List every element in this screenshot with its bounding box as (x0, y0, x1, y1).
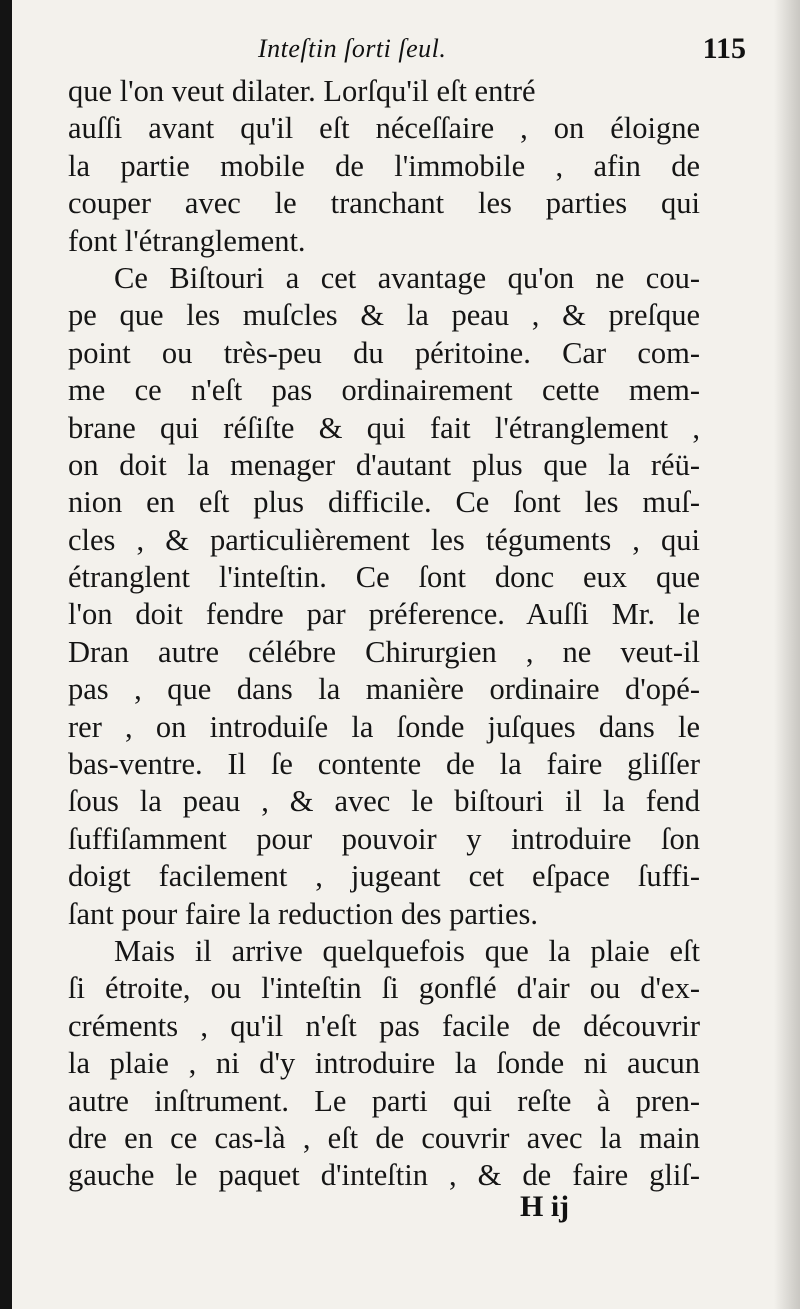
page-gutter-shadow (0, 0, 12, 1309)
text-line: bas-ventre. Il ſe contente de la faire gliſſer (68, 747, 700, 782)
text-line: Dran autre célébre Chirurgien , ne veut-il (68, 634, 700, 669)
text-line: Mais il arrive quelquefois que la plaie eſt (114, 933, 700, 968)
text-line: brane qui réſiſte & qui fait l'étranglement , (68, 410, 700, 445)
text-line: pe que les muſcles & la peau , & preſque (68, 298, 700, 333)
text-line: couper avec le tranchant les parties qui (68, 186, 700, 221)
text-line: la partie mobile de l'immobile , afin de (68, 148, 700, 183)
text-line: rer , on introduiſe la ſonde juſques dans le (68, 709, 700, 744)
text-line: on doit la menager d'autant plus que la réü- (68, 447, 700, 482)
text-line: me ce n'eſt pas ordinairement cette mem- (68, 373, 700, 408)
text-line: cles , & particulièrement les téguments , qui (68, 522, 700, 557)
text-line: gauche le paquet d'inteſtin , & de faire gliſ- (68, 1158, 700, 1193)
page-edge-shadow (774, 0, 800, 1309)
text-line: dre en ce cas-là , eſt de couvrir avec la main (68, 1120, 700, 1155)
text-line: Ce Biſtouri a cet avantage qu'on ne cou- (114, 260, 700, 295)
text-line: l'on doit fendre par préference. Auſſi Mr. le (68, 597, 700, 632)
text-line: la plaie , ni d'y introduire la ſonde ni aucun (68, 1046, 700, 1081)
text-line: doigt facilement , jugeant cet eſpace ſuffi- (68, 859, 700, 894)
text-line: ſuffiſamment pour pouvoir y introduire ſon (68, 821, 700, 856)
text-line: point ou très-peu du péritoine. Car com- (68, 335, 700, 370)
text-line: ſous la peau , & avec le biſtouri il la fend (68, 784, 700, 819)
running-title: Inteſtin ſorti ſeul. (258, 34, 447, 63)
text-line: que l'on veut dilater. Lorſqu'il eſt entré (68, 74, 536, 108)
body-text (68, 73, 700, 1195)
text-line: créments , qu'il n'eſt pas facile de découvrir (68, 1008, 700, 1043)
text-line: étranglent l'inteſtin. Ce ſont donc eux que (68, 560, 700, 595)
text-line: pas , que dans la manière ordinaire d'opé- (68, 672, 700, 707)
text-line: font l'étranglement. (68, 223, 306, 258)
page-number: 115 (702, 32, 746, 65)
text-line: nion en eſt plus difficile. Ce ſont les muſ- (68, 485, 700, 520)
text-line: auſſi avant qu'il eſt néceſſaire , on éloigne (68, 111, 700, 146)
signature-mark: H ij (520, 1190, 570, 1223)
text-line: autre inſtrument. Le parti qui reſte à pren- (68, 1083, 700, 1118)
text-line: ſi étroite, ou l'inteſtin ſi gonflé d'air ou d'ex- (68, 971, 700, 1006)
text-line: ſant pour faire la reduction des parties. (68, 896, 539, 931)
page-header (60, 34, 750, 78)
